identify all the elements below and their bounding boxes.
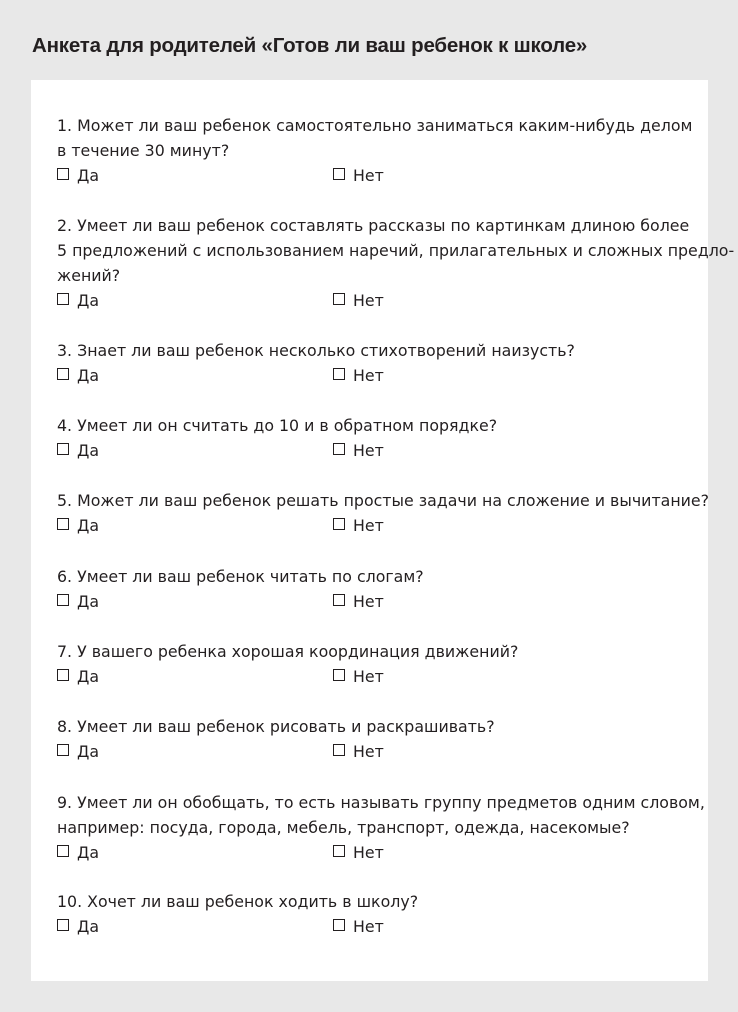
no-label: Нет bbox=[353, 667, 384, 686]
checkbox-yes[interactable] bbox=[57, 594, 69, 606]
checkbox-no[interactable] bbox=[333, 168, 345, 180]
question-1 bbox=[57, 113, 697, 188]
answer-no-2[interactable] bbox=[333, 288, 384, 313]
question-text: 4. Умеет ли он считать до 10 и в обратном порядке? bbox=[57, 416, 498, 435]
answer-no-3[interactable] bbox=[333, 363, 384, 388]
checkbox-yes[interactable] bbox=[57, 443, 69, 455]
answer-yes-6[interactable] bbox=[57, 589, 99, 614]
checkbox-no[interactable] bbox=[333, 744, 345, 756]
answer-no-7[interactable] bbox=[333, 664, 384, 689]
yes-label: Да bbox=[77, 592, 100, 611]
question-text: 3. Знает ли ваш ребенок несколько стихотворений наизусть? bbox=[57, 341, 575, 360]
yes-label: Да bbox=[77, 291, 100, 310]
checkbox-no[interactable] bbox=[333, 669, 345, 681]
answer-yes-10[interactable] bbox=[57, 914, 99, 939]
no-label: Нет bbox=[353, 166, 384, 185]
checkbox-yes[interactable] bbox=[57, 518, 69, 530]
answer-yes-4[interactable] bbox=[57, 438, 99, 463]
question-8 bbox=[57, 714, 697, 764]
answer-no-8[interactable] bbox=[333, 739, 384, 764]
question-text: 8. Умеет ли ваш ребенок рисовать и раскрашивать? bbox=[57, 717, 495, 736]
checkbox-no[interactable] bbox=[333, 518, 345, 530]
answer-yes-2[interactable] bbox=[57, 288, 99, 313]
checkbox-no[interactable] bbox=[333, 845, 345, 857]
question-4 bbox=[57, 413, 697, 463]
checkbox-no[interactable] bbox=[333, 368, 345, 380]
question-text: 10. Хочет ли ваш ребенок ходить в школу? bbox=[57, 892, 419, 911]
no-label: Нет bbox=[353, 592, 384, 611]
checkbox-yes[interactable] bbox=[57, 168, 69, 180]
no-label: Нет bbox=[353, 291, 384, 310]
answer-yes-9[interactable] bbox=[57, 840, 99, 865]
no-label: Нет bbox=[353, 366, 384, 385]
question-10 bbox=[57, 889, 697, 939]
no-label: Нет bbox=[353, 742, 384, 761]
page-title: Анкета для родителей «Готов ли ваш ребенок к школе» bbox=[32, 34, 588, 57]
question-6 bbox=[57, 564, 697, 614]
yes-label: Да bbox=[77, 516, 100, 535]
no-label: Нет bbox=[353, 917, 384, 936]
yes-label: Да bbox=[77, 166, 100, 185]
question-text: 6. Умеет ли ваш ребенок читать по слогам? bbox=[57, 567, 424, 586]
answer-yes-7[interactable] bbox=[57, 664, 99, 689]
questionnaire-card bbox=[31, 80, 735, 981]
answer-no-6[interactable] bbox=[333, 589, 384, 614]
question-text: 5. Может ли ваш ребенок решать простые задачи на сложение и вычитание? bbox=[57, 491, 710, 510]
question-text: 5 предложений с использованием наречий, прилагательных и сложных предло- bbox=[57, 241, 735, 260]
no-label: Нет bbox=[353, 516, 384, 535]
question-text: в течение 30 минут? bbox=[57, 141, 230, 160]
answer-no-10[interactable] bbox=[333, 914, 384, 939]
question-text: 9. Умеет ли он обобщать, то есть называть группу предметов одним словом, bbox=[57, 793, 705, 812]
yes-label: Да bbox=[77, 742, 100, 761]
question-text: жений? bbox=[57, 266, 121, 285]
yes-label: Да bbox=[77, 917, 100, 936]
question-text: 1. Может ли ваш ребенок самостоятельно заниматься каким-нибудь делом bbox=[57, 116, 693, 135]
answer-no-5[interactable] bbox=[333, 513, 384, 538]
checkbox-yes[interactable] bbox=[57, 919, 69, 931]
answer-yes-5[interactable] bbox=[57, 513, 99, 538]
checkbox-no[interactable] bbox=[333, 594, 345, 606]
answer-no-9[interactable] bbox=[333, 840, 384, 865]
answer-no-1[interactable] bbox=[333, 163, 384, 188]
checkbox-yes[interactable] bbox=[57, 669, 69, 681]
question-3 bbox=[57, 338, 697, 388]
answer-yes-8[interactable] bbox=[57, 739, 99, 764]
checkbox-no[interactable] bbox=[333, 443, 345, 455]
checkbox-yes[interactable] bbox=[57, 368, 69, 380]
yes-label: Да bbox=[77, 366, 100, 385]
checkbox-yes[interactable] bbox=[57, 293, 69, 305]
checkbox-no[interactable] bbox=[333, 919, 345, 931]
answer-yes-1[interactable] bbox=[57, 163, 99, 188]
question-text: 2. Умеет ли ваш ребенок составлять рассказы по картинкам длиною более bbox=[57, 216, 690, 235]
question-text: например: посуда, города, мебель, транспорт, одежда, насекомые? bbox=[57, 818, 630, 837]
no-label: Нет bbox=[353, 441, 384, 460]
checkbox-yes[interactable] bbox=[57, 845, 69, 857]
checkbox-yes[interactable] bbox=[57, 744, 69, 756]
yes-label: Да bbox=[77, 441, 100, 460]
question-5 bbox=[57, 488, 710, 538]
question-9 bbox=[57, 790, 705, 865]
answer-yes-3[interactable] bbox=[57, 363, 99, 388]
checkbox-no[interactable] bbox=[333, 293, 345, 305]
no-label: Нет bbox=[353, 843, 384, 862]
yes-label: Да bbox=[77, 843, 100, 862]
question-text: 7. У вашего ребенка хорошая координация движений? bbox=[57, 642, 519, 661]
question-2 bbox=[57, 213, 735, 313]
answer-no-4[interactable] bbox=[333, 438, 384, 463]
yes-label: Да bbox=[77, 667, 100, 686]
question-7 bbox=[57, 639, 697, 689]
